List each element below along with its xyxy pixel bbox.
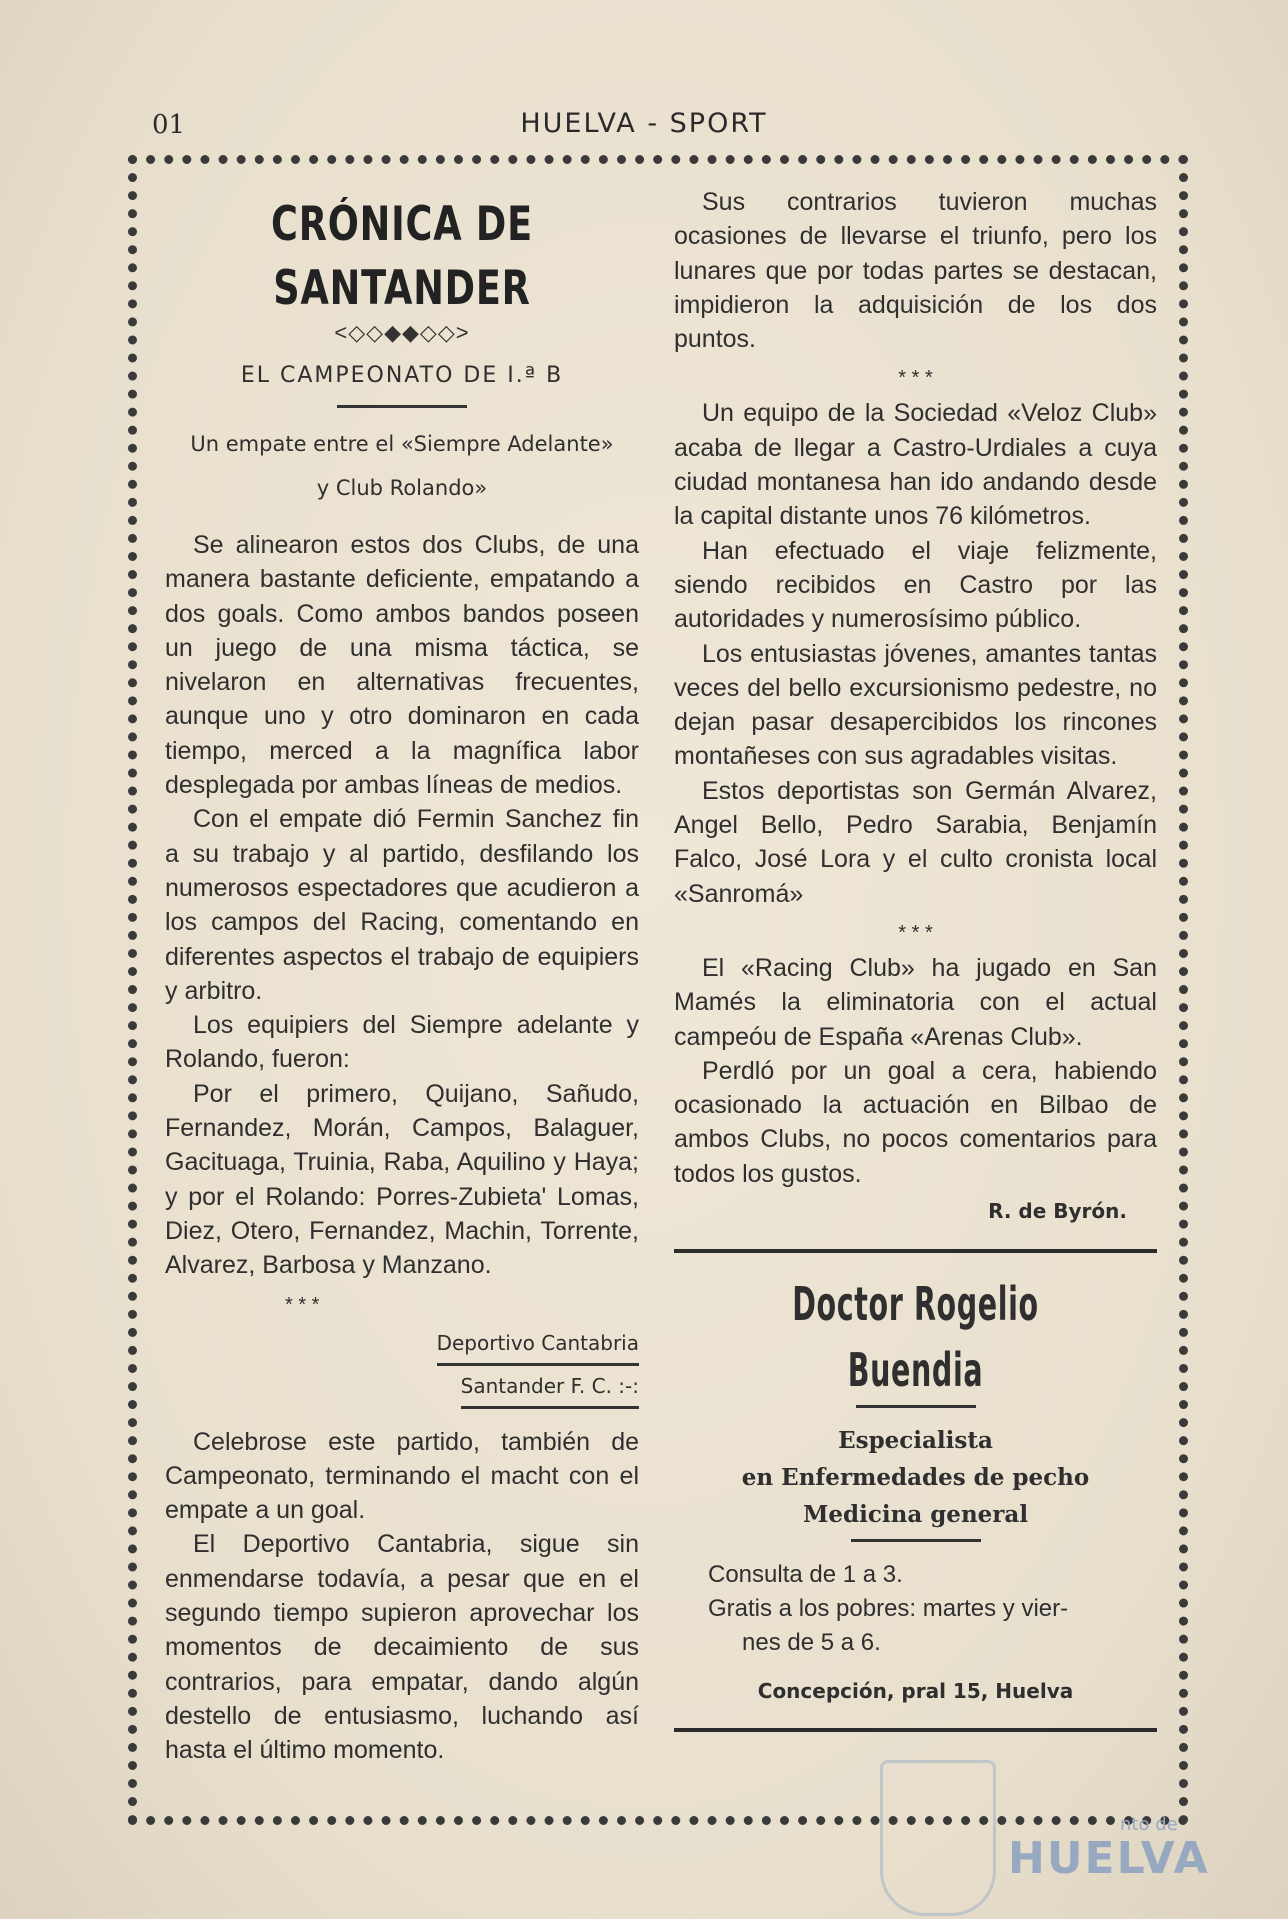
paragraph: Estos deportistas son Germán Alvarez, Angel Bello, Pedro Sarabia, Benjamín Falco, José Lora y el culto cronista local «Sanromá»: [674, 776, 1157, 908]
divider-rule: [674, 1249, 1157, 1253]
right-column: [674, 185, 1157, 1750]
ad-specialty-1: Especialista: [838, 1427, 993, 1455]
paragraph: Perdló por un goal a cera, habiendo ocasionado la actuación en Bilbao de ambos Clubs, no pocos comentarios para todos los gustos.: [674, 1056, 1157, 1188]
ad-address: Concepción, pral 15, Huelva: [757, 1679, 1074, 1704]
ornament-divider: <◇◇◆◆◇◇>: [334, 320, 470, 345]
paragraph: Por el primero, Quijano, Sañudo, Fernandez, Morán, Campos, Balaguer, Gacituaga, Truinia, Raba, Aquilino y Haya; y por el Rolando: Porres-Zubieta' Lomas, Diez, Otero, Fernandez, Machin, Torrente, Alvarez, Barbosa y Manzano.: [165, 1079, 639, 1280]
lead-line-2: y Club Rolando»: [316, 476, 488, 500]
section-separator: * * *: [285, 1293, 320, 1316]
section-separator: * * *: [898, 921, 933, 944]
archive-seal-icon: [880, 1760, 996, 1916]
paragraph: Sus contrarios tuvieron muchas ocasiones de llevarse el triunfo, pero los lunares que por todas partes se destacan, impidieron la adquisición de los dos puntos.: [674, 188, 1157, 354]
paragraph: Celebrose este partido, también de Campeonato, terminando el macht con el empate a un goal.: [165, 1427, 639, 1525]
page-number: 01: [152, 110, 186, 140]
article-lead: [165, 422, 639, 510]
paragraph: El «Racing Club» ha jugado en San Mamés la eliminatoria con el actual campeóu de España «Arenas Club».: [674, 953, 1157, 1051]
article-subtitle: EL CAMPEONATO DE I.ª B: [240, 363, 564, 388]
watermark-caption: nto de: [1120, 1814, 1178, 1835]
paragraph: Un equipo de la Sociedad «Veloz Club» acaba de llegar a Castro-Urdiales a cuya ciudad montanesa han ido andando desde la capital distante unos 76 kilómetros.: [674, 399, 1157, 531]
divider-rule: [674, 1728, 1157, 1732]
divider-rule: [851, 1539, 981, 1542]
section-separator: * * *: [898, 367, 933, 390]
paragraph: Los entusiastas jóvenes, amantes tantas veces del bello excursionismo pedestre, no dejan pasar desapercibidos los rincones montañeses con sus agradables visitas.: [674, 639, 1157, 771]
team-2: Santander F. C. :-:: [461, 1366, 639, 1409]
paragraph: Los equipiers del Siempre adelante y Rolando, fueron:: [165, 1011, 639, 1074]
left-column: [165, 185, 639, 1768]
paragraph: Se alinearon estos dos Clubs, de una manera bastante deficiente, empatando a dos goals. Como ambos bandos poseen un juego de una misma táctica, se nivelaron en alternativas frecuentes, aunque uno y otro dominaron en cada tiempo, merced a la magnífica labor desplegada por ambas líneas de medios.: [165, 531, 639, 800]
author-signature: R. de Byrón.: [988, 1199, 1127, 1224]
ad-specialty-3: Medicina general: [802, 1501, 1029, 1529]
article-title: CRÓNICA DE SANTANDER: [271, 197, 533, 316]
paragraph: Con el empate dió Fermin Sanchez fin a su trabajo y al partido, desfilando los numerosos espectadores que acudieron a los campos del Racing, comentando en diferentes aspectos el trabajo de equipiers y arbitro.: [165, 805, 639, 1005]
watermark-text: HUELVA: [1008, 1833, 1210, 1884]
doctor-advertisement: [674, 1271, 1157, 1732]
ad-free-hours-1: Gratis a los pobres: martes y vier-: [708, 1595, 1069, 1623]
ad-schedule: [674, 1558, 1157, 1660]
team-1: Deportivo Cantabria: [437, 1323, 639, 1366]
ad-doctor-name: Doctor Rogelio Buendia: [792, 1277, 1039, 1398]
paragraph: Han efectuado el viaje felizmente, siendo recibidos en Castro por las autoridades y numerosísimo público.: [674, 536, 1157, 634]
lead-line-1: Un empate entre el «Siempre Adelante»: [190, 432, 614, 456]
divider-rule: [856, 1405, 976, 1408]
ad-free-hours-2: nes de 5 a 6.: [742, 1629, 881, 1657]
publication-title: HUELVA - SPORT: [520, 108, 768, 139]
paragraph: El Deportivo Cantabria, sigue sin enmendarse todavía, a pesar que en el segundo tiempo supieron aprovechar los momentos de decaimiento de sus contrarios, para empatar, dando algún destello de entusiasmo, luchando así hasta el último momento.: [165, 1530, 639, 1765]
match-heading: [165, 1323, 639, 1409]
divider-rule: [337, 405, 467, 408]
ad-specialty-2: en Enfermedades de pecho: [741, 1464, 1090, 1492]
ad-consult-hours: Consulta de 1 a 3.: [708, 1561, 903, 1589]
